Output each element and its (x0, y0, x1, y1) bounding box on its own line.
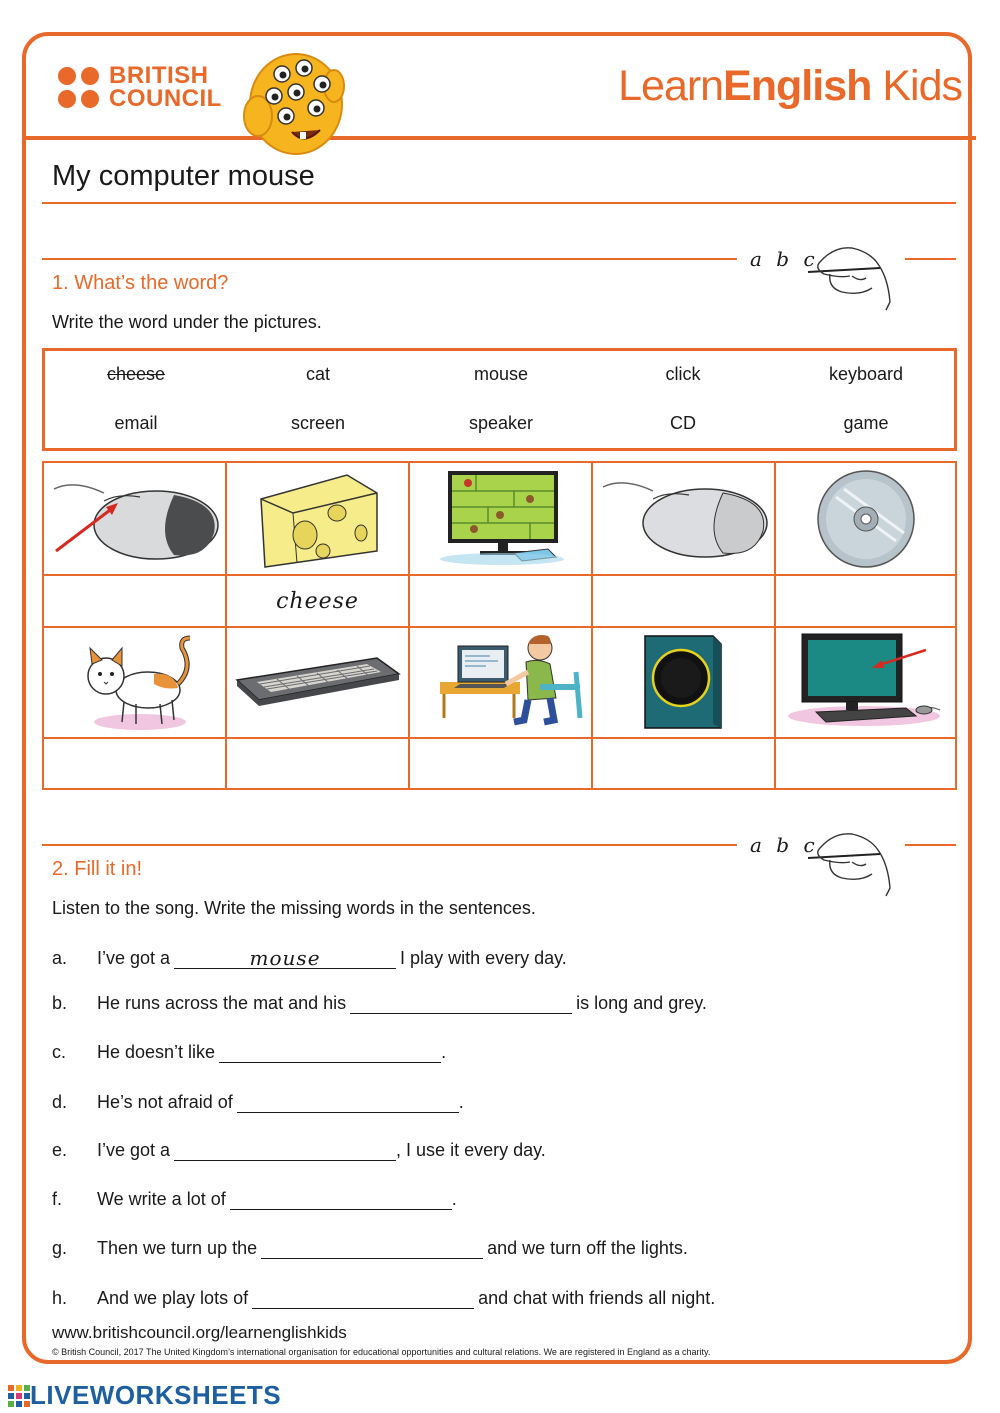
blank-e[interactable] (174, 1140, 396, 1161)
section2-rule-left (42, 844, 737, 846)
liveworksheets-grid-icon (8, 1385, 30, 1407)
footer-url[interactable]: www.britishcouncil.org/learnenglishkids (52, 1323, 347, 1342)
blank-a-answer: mouse (249, 946, 321, 970)
liveworksheets-text: LIVEWORKSHEETS (30, 1380, 282, 1410)
answer-cell-7[interactable] (227, 739, 410, 788)
computer-mouse-icon (593, 463, 774, 574)
answer-cell-1[interactable] (44, 576, 227, 628)
keyboard-icon (227, 628, 408, 737)
cd-icon (776, 463, 957, 574)
blank-f[interactable] (230, 1189, 452, 1210)
section1-instruction: Write the word under the pictures. (52, 312, 322, 332)
footer-copyright: © British Council, 2017 The United Kingdom’s international organisation for educational opportunities and cultural relations. We are registered in England as a charity. (52, 1347, 711, 1357)
picture-cell-cd (776, 463, 957, 576)
section1-rule-right (905, 258, 956, 260)
answer-cell-2[interactable] (227, 576, 410, 628)
blank-b[interactable] (350, 993, 572, 1014)
bc-dots-icon (58, 67, 99, 108)
section2-instruction: Listen to the song. Write the missing words in the sentences. (52, 898, 536, 918)
word-click: click (665, 364, 701, 384)
picture-cell-mouse (593, 463, 776, 576)
answer-cell-5[interactable] (776, 576, 957, 628)
picture-cell-speaker (593, 628, 776, 739)
sentence-d: d. He’s not afraid of . (52, 1092, 464, 1112)
word-keyboard: keyboard (828, 364, 904, 384)
blank-h[interactable] (252, 1288, 474, 1309)
cat-icon (44, 628, 225, 737)
section2-abc: a b c (750, 833, 819, 857)
picture-cell-screen (776, 628, 957, 739)
word-speaker: speaker (468, 413, 534, 433)
picture-cell-cheese (227, 463, 410, 576)
answer-cell-10[interactable] (776, 739, 957, 788)
sentence-g: g. Then we turn up the and we turn off the lights. (52, 1238, 688, 1258)
sentence-a: a. I’ve got a mouse I play with every day. (52, 946, 567, 970)
monitor-screen-icon (776, 628, 957, 737)
answer-text-cheese: cheese (276, 588, 359, 614)
word-email: email (114, 413, 158, 433)
answer-cell-9[interactable] (593, 739, 776, 788)
learnenglish-kids-logo: LearnEnglish Kids (618, 62, 962, 110)
sentence-f: f. We write a lot of . (52, 1189, 457, 1209)
picture-cell-keyboard (227, 628, 410, 739)
writing-hand-icon (790, 824, 900, 902)
section2-title: 2. Fill it in! (52, 858, 143, 880)
game-screen-icon (410, 463, 591, 574)
word-game: game (843, 413, 889, 433)
writing-hand-icon (790, 238, 900, 316)
monster-mascot-icon (230, 46, 350, 158)
word-mouse: mouse (473, 364, 529, 384)
blank-g[interactable] (261, 1238, 483, 1259)
liveworksheets-logo (8, 1380, 281, 1411)
cheese-icon (227, 463, 408, 574)
header-rule (22, 136, 976, 140)
blank-a[interactable] (174, 948, 396, 969)
blank-d[interactable] (237, 1092, 459, 1113)
picture-cell-email (410, 628, 593, 739)
answer-cell-4[interactable] (593, 576, 776, 628)
mouse-click-icon (44, 463, 225, 574)
speaker-icon (593, 628, 774, 737)
bc-line1: BRITISH (109, 62, 209, 89)
british-council-logo (58, 64, 222, 110)
bc-line2: COUNCIL (109, 85, 222, 112)
title-rule (42, 202, 956, 204)
answer-cell-6[interactable] (44, 739, 227, 788)
word-screen: screen (290, 413, 346, 433)
section1-abc: a b c (750, 247, 819, 271)
sentence-b: b. He runs across the mat and his is long and grey. (52, 993, 707, 1013)
word-cd: CD (670, 413, 696, 433)
sentence-c: c. He doesn’t like . (52, 1042, 447, 1062)
word-cat: cat (305, 364, 330, 384)
page-title: My computer mouse (52, 160, 315, 192)
sentence-h: h. And we play lots of and chat with friends all night. (52, 1288, 716, 1308)
picture-cell-click (44, 463, 227, 576)
word-cheese: cheese (106, 364, 166, 384)
picture-cell-cat (44, 628, 227, 739)
section1-rule-left (42, 258, 737, 260)
picture-cell-game (410, 463, 593, 576)
answer-cell-3[interactable] (410, 576, 593, 628)
section2-rule-right (905, 844, 956, 846)
sentence-e: e. I’ve got a , I use it every day. (52, 1140, 546, 1160)
word-bank (42, 348, 957, 451)
blank-c[interactable] (219, 1042, 441, 1063)
answer-cell-8[interactable] (410, 739, 593, 788)
picture-grid (42, 461, 957, 790)
computer-user-icon (410, 628, 591, 737)
section1-title: 1. What’s the word? (52, 272, 229, 294)
